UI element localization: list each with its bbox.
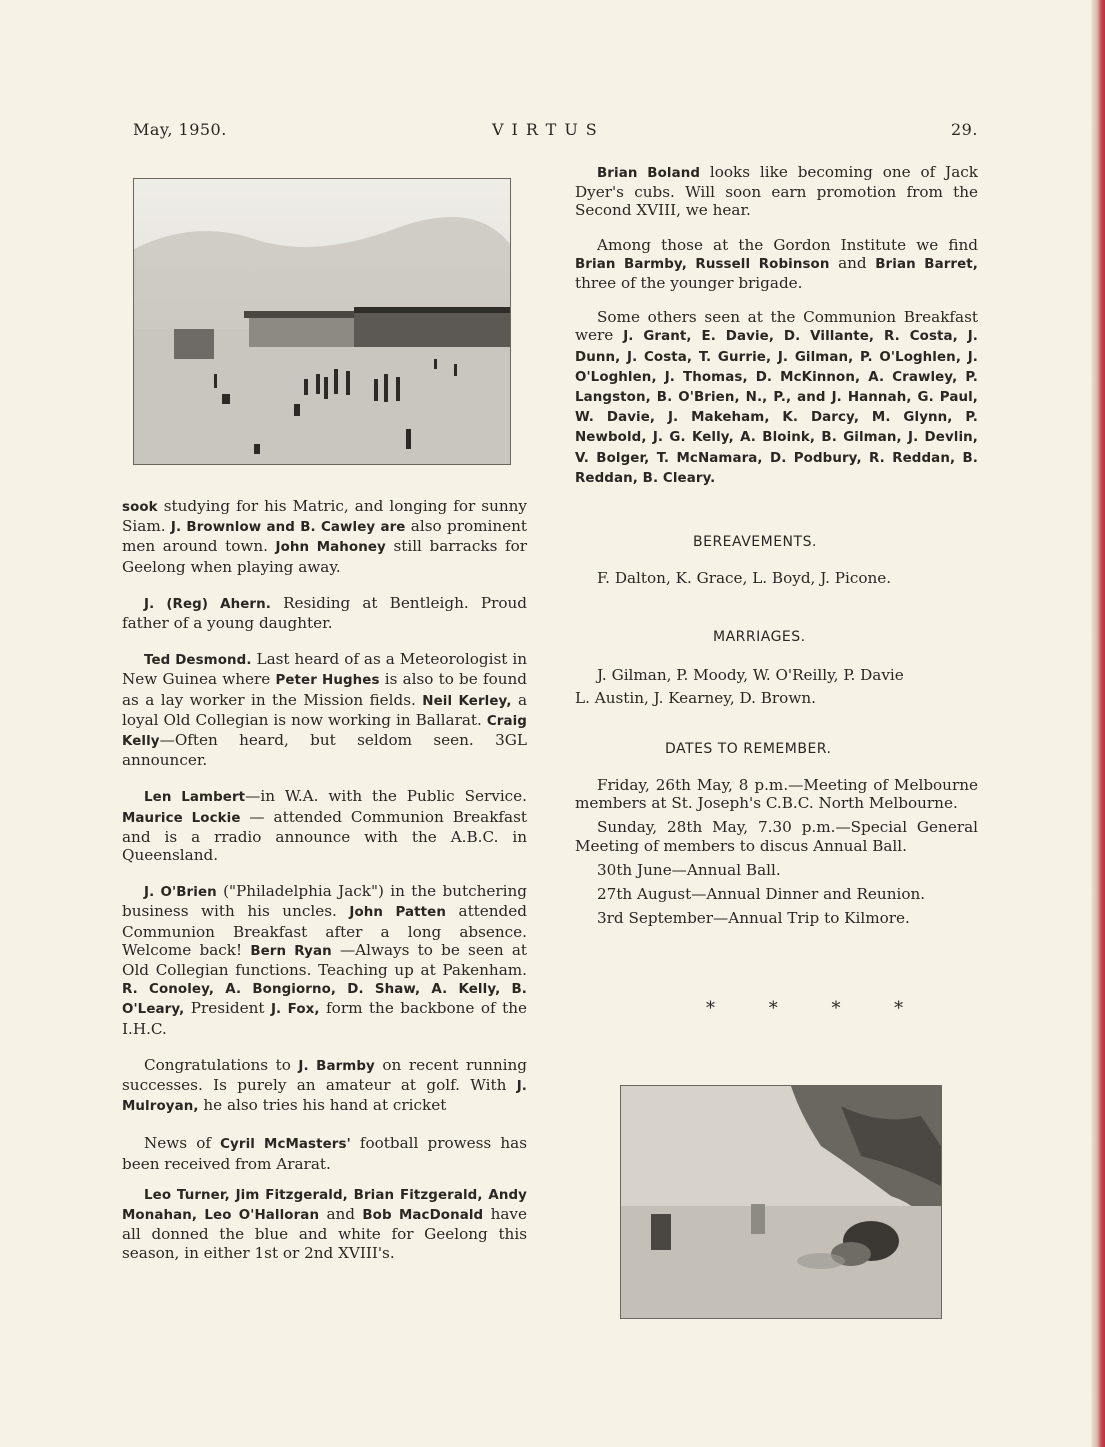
section-divider-stars: * * * *	[706, 998, 928, 1019]
header-date: May, 1950.	[133, 120, 227, 139]
paragraph-gordon: Among those at the Gordon Institute we find Brian Barmby, Russell Robinson and Brian Barret, three of the younger brigade.	[575, 235, 978, 293]
article-left-column	[122, 497, 527, 1262]
paragraph-desmond: Ted Desmond. Last heard of as a Meteorologist in New Guinea where Peter Hughes is also to be found as a lay worker in the Mission fields. Neil Kerley, a loyal Old Collegian is now working in Ballarat. Craig Kelly—Often heard, but seldom seen. 3GL announcer.	[122, 650, 528, 770]
marriages-heading: MARRIAGES.	[713, 629, 806, 645]
date-item: 27th August—Annual Dinner and Reunion.	[597, 885, 926, 904]
date-item: 30th June—Annual Ball.	[597, 860, 781, 879]
dates-list	[575, 776, 978, 927]
date-item: 3rd September—Annual Trip to Kilmore.	[597, 909, 910, 928]
marriages-line-2: L. Austin, J. Kearney, D. Brown.	[575, 689, 816, 707]
header-title: VIRTUS	[492, 120, 605, 139]
dates-heading: DATES TO REMEMBER.	[665, 741, 832, 757]
school-yard-photo	[133, 178, 511, 465]
article-right-column	[575, 163, 978, 488]
bereavements-list: F. Dalton, K. Grace, L. Boyd, J. Picone.	[597, 569, 892, 587]
paragraph-communion: Some others seen at the Communion Breakfast were J. Grant, E. Davie, D. Villante, R. Costa, J. Dunn, J. Costa, T. Gurrie, J. Gilman, P. O'Loghlen, J. O'Loghlen, J. Thomas, D. McKinnon, A. Crawley, P. Langston, B. O'Brien, N., P., and J. Hannah, G. Paul, W. Davie, J. Makeham, K. Darcy, M. Glynn, P. Newbold, J. G. Kelly, A. Bloink, B. Gilman, J. Devlin, V. Bolger, T. McNamara, D. Podbury, R. Reddan, B. Reddan, B. Cleary.	[575, 308, 978, 486]
date-item: Friday, 26th May, 8 p.m.—Meeting of Melbourne members at St. Joseph's C.B.C. North Melbourne.	[575, 776, 978, 813]
date-item: Sunday, 28th May, 7.30 p.m.—Special General Meeting of members to discus Annual Ball.	[575, 818, 978, 855]
paragraph-barmby: Congratulations to J. Barmby on recent running successes. Is purely an amateur at golf. With J. Mulroyan, he also tries his hand at cricket	[122, 1055, 527, 1115]
paragraph-lambert: Len Lambert—in W.A. with the Public Service. Maurice Lockie — attended Communion Breakfast and is a rradio announce with the A.B.C. in Queensland.	[122, 787, 527, 865]
paragraph-mcmasters: News of Cyril McMasters' football prowess has been received from Ararat.	[122, 1134, 527, 1173]
marriages-line-1: J. Gilman, P. Moody, W. O'Reilly, P. Davie	[597, 666, 904, 684]
paragraph-boland: Brian Boland looks like becoming one of Jack Dyer's cubs. Will soon earn promotion from the Second XVIII, we hear.	[575, 163, 978, 220]
bereavements-heading: BEREAVEMENTS.	[693, 534, 817, 550]
picnic-photo	[620, 1085, 942, 1319]
page-edge	[1091, 0, 1105, 1447]
paragraph-sook: sook studying for his Matric, and longing for sunny Siam. J. Brownlow and B. Cawley are also prominent men around town. John Mahoney still barracks for Geelong when playing away.	[122, 497, 528, 576]
header-page-number: 29.	[951, 120, 978, 139]
paragraph-geelong: Leo Turner, Jim Fitzgerald, Brian Fitzgerald, Andy Monahan, Leo O'Halloran and Bob MacDonald have all donned the blue and white for Geelong this season, in either 1st or 2nd XVIII's.	[122, 1187, 528, 1262]
paragraph-obrien: J. O'Brien ("Philadelphia Jack") in the butchering business with his uncles. John Patten attended Communion Breakfast after a long absence. Welcome back! Bern Ryan —Always to be seen at Old Collegian functions. Teaching up at Pakenham. R. Conoley, A. Bongiorno, D. Shaw, A. Kelly, B. O'Leary, President J. Fox, form the backbone of the I.H.C.	[122, 882, 527, 1038]
paragraph-ahern: J. (Reg) Ahern. Residing at Bentleigh. Proud father of a young daughter.	[122, 593, 527, 633]
